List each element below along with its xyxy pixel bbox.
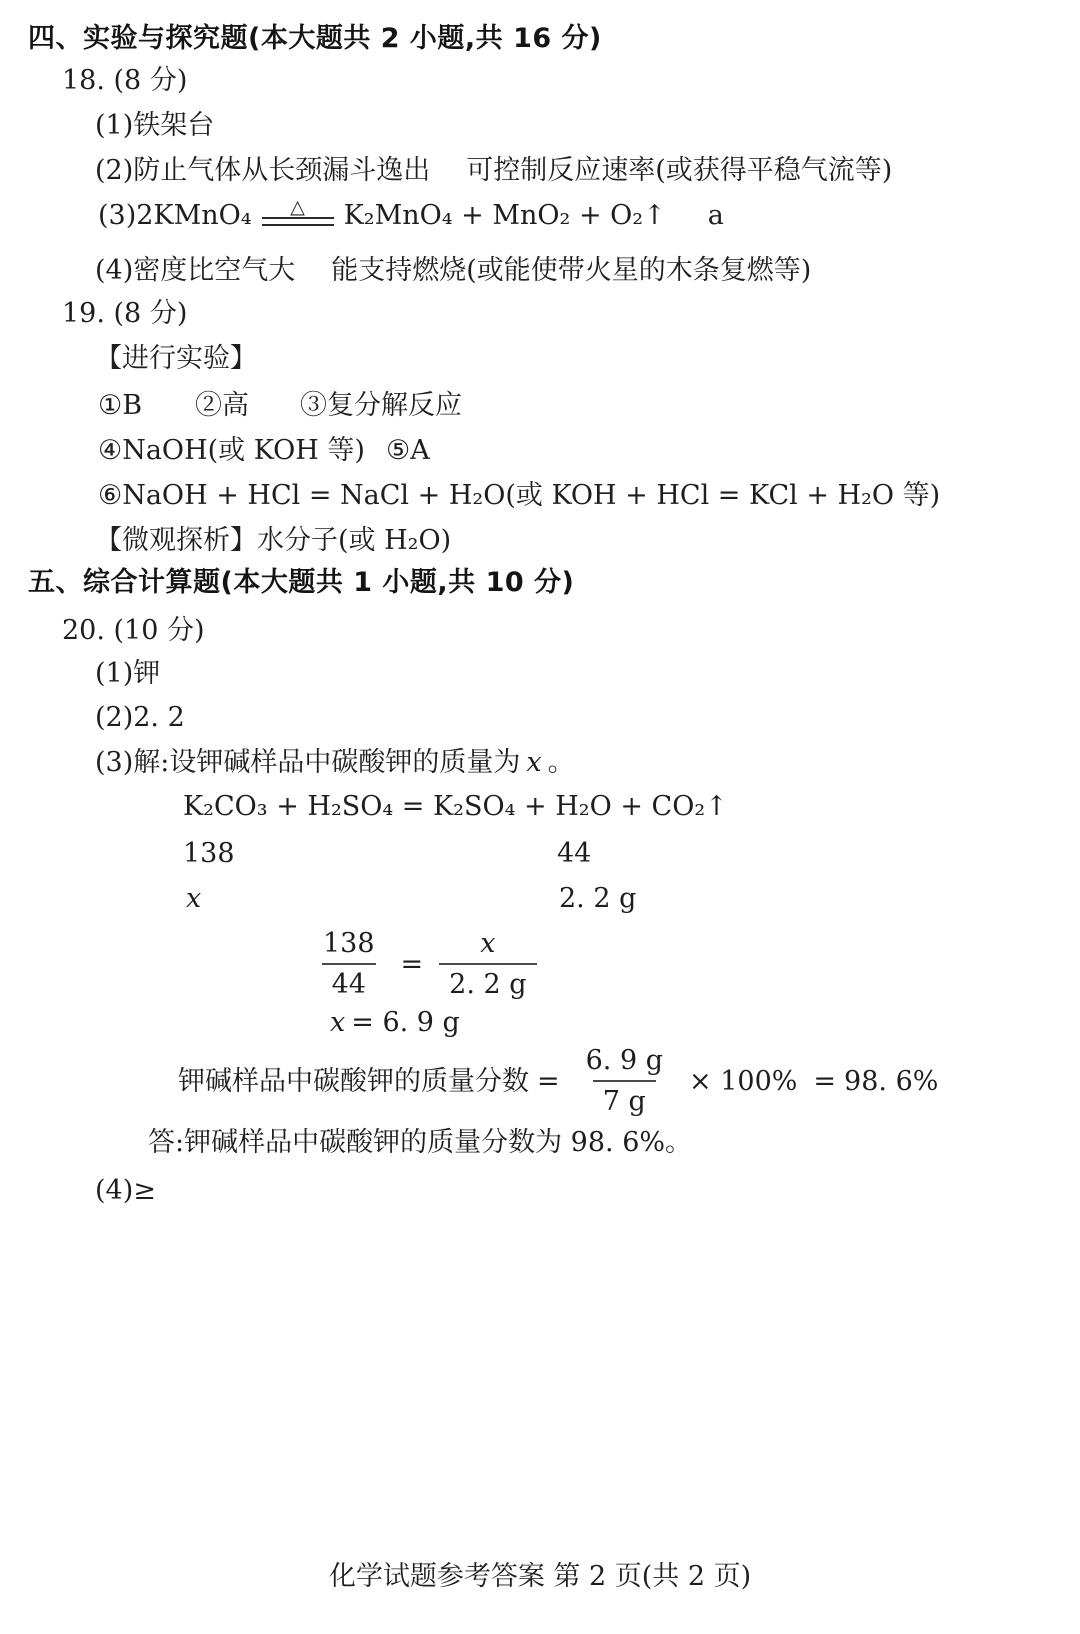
given-mass: 2. 2 g — [559, 883, 637, 914]
proportion-right-fraction — [439, 929, 536, 1000]
double-equals-line — [262, 217, 334, 226]
page-footer: 化学试题参考答案 第 2 页(共 2 页) — [328, 1561, 752, 1592]
q18-answer-4 — [95, 254, 811, 288]
denominator: 44 — [322, 963, 376, 1000]
numerator-x: x — [480, 928, 496, 959]
q20-answer-3-setup — [95, 746, 575, 780]
q20-label: 20. (10 分) — [62, 615, 205, 646]
mass-fraction-result: 98. 6% — [844, 1065, 939, 1097]
section-five-heading: 五、综合计算题(本大题共 1 小题,共 10 分) — [28, 567, 575, 598]
equals-sign: = — [813, 1065, 837, 1097]
equals-sign: = — [537, 1065, 560, 1097]
denominator: 7 g — [593, 1080, 656, 1117]
q19-experiment-header: 【进行实验】 — [95, 343, 257, 374]
q19-label: 19. (8 分) — [62, 298, 188, 329]
q20-unknown-row — [186, 882, 636, 916]
q20-chemical-equation: K₂CO₃ + H₂SO₄ = K₂SO₄ + H₂O + CO₂↑ — [183, 791, 728, 822]
q18-answer-1: (1)铁架台 — [95, 110, 215, 141]
q18-answer-2-part-b: 可控制反应速率(或获得平稳气流等) — [466, 155, 893, 186]
unknown-variable: x — [186, 883, 202, 914]
q19-blanks-4-5 — [98, 434, 430, 468]
equals-sign: = — [400, 948, 424, 980]
q20-answer-4: (4)≥ — [95, 1175, 156, 1206]
q19-blank-4: ④NaOH(或 KOH 等) — [98, 435, 365, 466]
delta-triangle-icon: △ — [290, 196, 305, 218]
mass-fraction-fraction — [576, 1046, 673, 1117]
q18-answer-3-choice: a — [707, 200, 724, 231]
q20-molar-mass-row — [183, 837, 591, 871]
proportion-left-fraction — [313, 929, 385, 1000]
q19-blank-5: ⑤A — [386, 435, 430, 466]
q20-answer-sentence: 答:钾碱样品中碳酸钾的质量分数为 98. 6%。 — [148, 1127, 693, 1158]
equation-rhs: K₂MnO₄ + MnO₂ + O₂↑ — [343, 200, 666, 231]
molar-mass-left: 138 — [183, 838, 235, 869]
q20-mass-fraction-line — [178, 1046, 938, 1117]
q19-blank-3: ③复分解反应 — [300, 390, 462, 421]
heated-equals-sign — [262, 198, 334, 226]
result-variable: x — [330, 1007, 346, 1038]
q18-answer-2 — [95, 154, 892, 188]
q19-blank-1: ①B — [98, 390, 143, 421]
setup-period: 。 — [547, 747, 575, 778]
q19-blank-2: ②高 — [195, 390, 249, 421]
q18-label: 18. (8 分) — [62, 65, 188, 96]
q19-blanks-1-3 — [98, 389, 462, 423]
equation-lhs: (3)2KMnO₄ — [98, 200, 252, 231]
numerator: 6. 9 g — [585, 1045, 664, 1076]
variable-x: x — [526, 747, 542, 778]
q20-proportion — [305, 929, 545, 1000]
result-value: = 6. 9 g — [351, 1007, 460, 1038]
section-four-heading: 四、实验与探究题(本大题共 2 小题,共 16 分) — [28, 23, 602, 54]
setup-text: (3)解:设钾碱样品中碳酸钾的质量为 — [95, 747, 521, 778]
mass-fraction-label: 钾碱样品中碳酸钾的质量分数 — [178, 1065, 529, 1097]
q18-answer-3-equation — [98, 196, 724, 233]
denominator: 2. 2 g — [439, 963, 536, 1000]
numerator: 138 — [323, 928, 375, 959]
q18-answer-2-part-a: (2)防止气体从长颈漏斗逸出 — [95, 155, 431, 186]
molar-mass-right: 44 — [557, 838, 592, 869]
q20-result-line — [330, 1006, 460, 1040]
q18-answer-4-part-a: (4)密度比空气大 — [95, 255, 296, 286]
q20-answer-1: (1)钾 — [95, 658, 161, 689]
q19-blank-6: ⑥NaOH + HCl = NaCl + H₂O(或 KOH + HCl = KCl + H₂O 等) — [98, 480, 941, 511]
q20-answer-2: (2)2. 2 — [95, 702, 185, 733]
times-100-percent: × 100% — [689, 1065, 798, 1097]
q18-answer-4-part-b: 能支持燃烧(或能使带火星的木条复燃等) — [331, 255, 812, 286]
q19-micro-analysis: 【微观探析】水分子(或 H₂O) — [95, 525, 452, 556]
